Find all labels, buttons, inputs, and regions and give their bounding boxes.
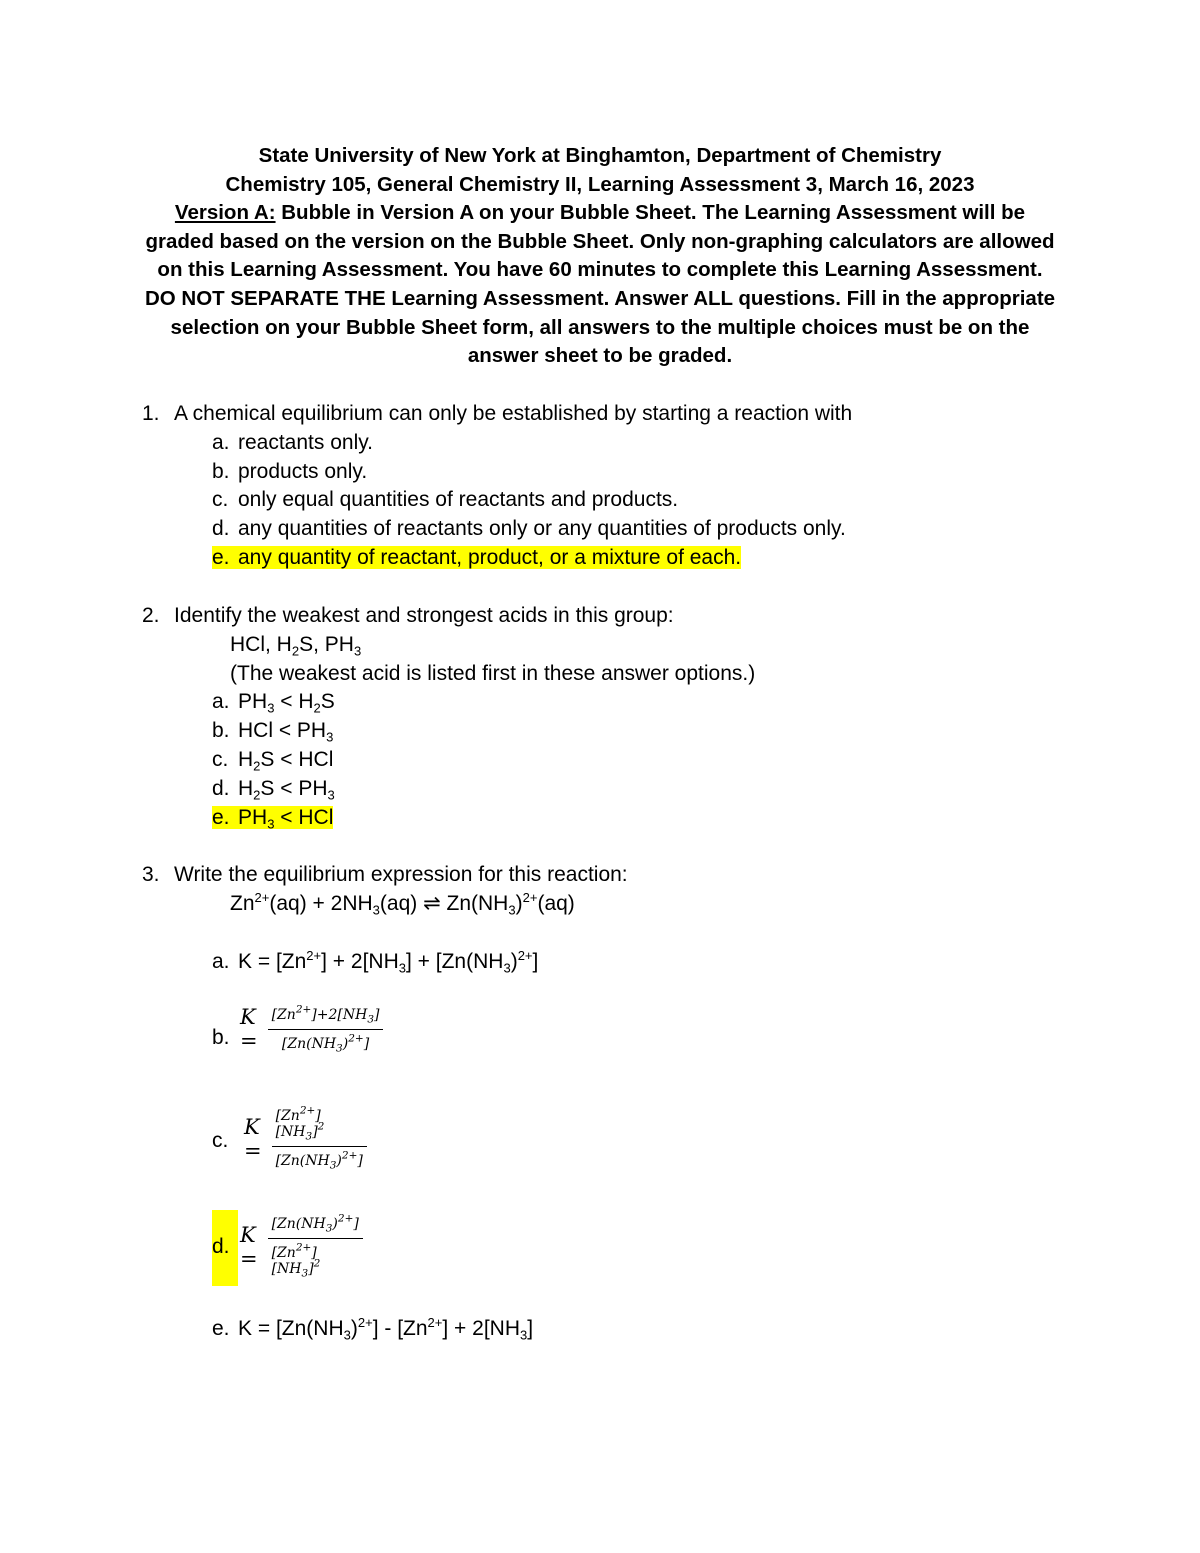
option-c[interactable]: c. $H_2S$ < HCl — [212, 748, 334, 774]
version-label: Version A: — [174, 201, 276, 225]
option-e-correct[interactable] — [212, 544, 741, 572]
header-line-1: State University of New York at Binghamton, Department of Chemistry — [258, 144, 942, 167]
header-line-2: Chemistry 105, General Chemistry II, Learning Assessment 3, March 16, 2023 — [225, 172, 975, 196]
answer-highlight: e. $PH_3$ < HCl — [212, 806, 334, 832]
option-a[interactable]: a. $PH_3 < H_2S$ — [212, 690, 335, 716]
question-stem: A chemical equilibrium can only be established by starting a reaction with — [174, 402, 853, 425]
question-stem: Identify the weakest and strongest acids in this group: — [174, 604, 674, 627]
option-a[interactable]: a. reactants only. — [212, 431, 374, 454]
answer-highlight: e. any quantity of reactant, product, or a mixture of each. — [212, 546, 742, 569]
option-e-correct[interactable] — [212, 804, 333, 832]
fraction-b: K = $\frac{[Zn^{2+}]+2[NH_3]}{[Zn(NH_3)^{2+}]}$ — [240, 1005, 383, 1053]
answer-highlight: d. — [212, 1210, 238, 1286]
reaction-equation: $Zn^{2+}(aq) + 2NH_3(aq)$ ⇌ $Zn(NH_3)^{2+}(aq)$ — [230, 890, 575, 918]
question-number: 2. — [142, 604, 160, 627]
option-b[interactable]: b. products only. — [212, 460, 368, 483]
option-b[interactable]: b. HCl < $PH_3$ — [212, 719, 334, 745]
exam-header — [140, 142, 1060, 371]
option-a[interactable]: a. $K = [Zn^{2+}] + 2[NH_3] + [Zn(NH_3)^{2+}]$ — [212, 948, 539, 976]
question-stem: Write the equilibrium expression for this reaction: — [174, 863, 628, 886]
option-e[interactable]: e. $K = [Zn(NH_3)^{2+}] - [Zn^{2+}] + 2[NH_3]$ — [212, 1315, 534, 1343]
instructions-text: Bubble in Version A on your Bubble Sheet. The Learning Assessment will be graded based on the version on the Bubble Sheet. Only non-graphing calculators are allowed on this Learning Assessment. You have 60 minutes to complete this Learning Assessment. DO NOT SEPARATE THE Learning Assessment. Answer ALL questions. Fill in the appropriate selection on your Bubble Sheet form, all answers to the multiple choices must be on the answer sheet to be graded. — [144, 201, 1056, 368]
option-d[interactable]: d. any quantities of reactants only or any quantities of products only. — [212, 517, 846, 540]
acid-group: HCl, $H_2S$, $PH_3$ — [230, 633, 362, 659]
option-c[interactable]: c. only equal quantities of reactants and products. — [212, 488, 679, 511]
fraction-d: K = $\frac{[Zn(NH_3)^{2+}]}{[Zn^{2+}][NH_3]^2}$ — [240, 1216, 363, 1277]
question-number: 1. — [142, 402, 160, 425]
option-d[interactable]: d. $H_2S < PH_3$ — [212, 777, 335, 803]
question-number: 3. — [142, 863, 160, 886]
question-note: (The weakest acid is listed first in these answer options.) — [230, 662, 756, 685]
header-instructions — [140, 199, 1060, 371]
fraction-c: K = $\frac{[Zn^{2+}][NH_3]^2}{[Zn(NH_3)^{2+}]}$ — [244, 1108, 367, 1169]
